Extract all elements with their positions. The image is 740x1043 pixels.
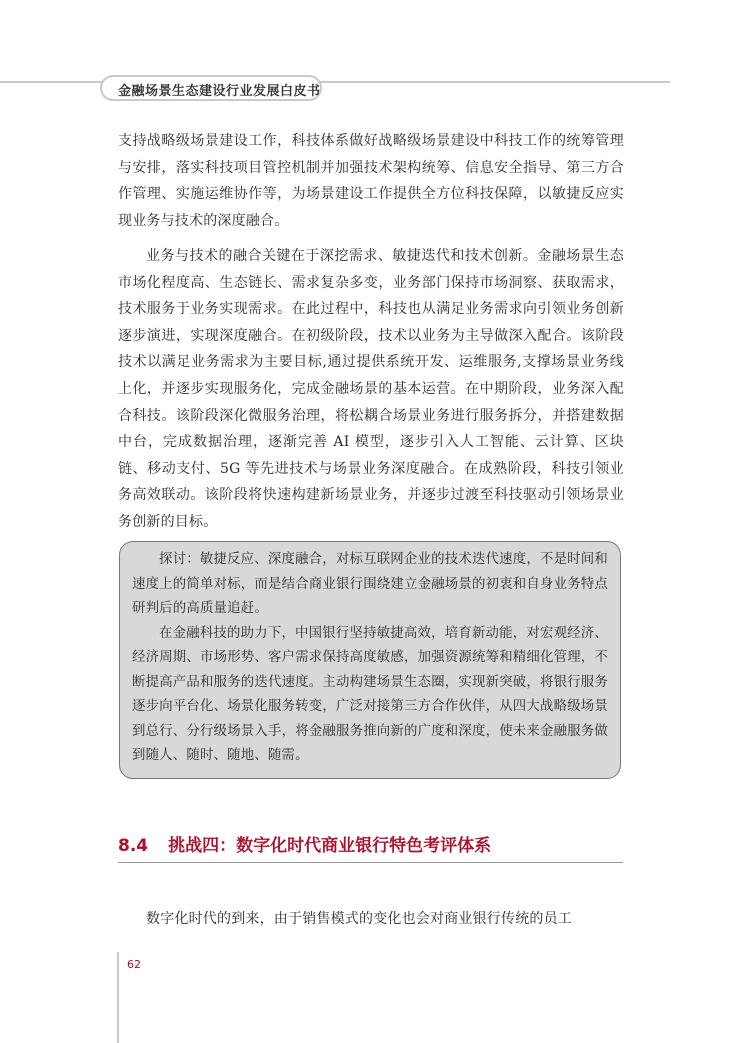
body-paragraph-2: 业务与技术的融合关键在于深挖需求、敏捷迭代和技术创新。金融场景生态市场化程度高、生态链长、需求复杂多变，业务部门保持市场洞察、获取需求，技术服务于业务实现需求。在此过程中，科技也从满足业务需求向引领业务创新逐步演进，实现深度融合。在初级阶段，技术以业务为主导做深入配合。该阶段技术以满足业务需求为主要目标,通过提供系统开发、运维服务,支撑场景业务线上化，并逐步实现服务化，完成金融场景的基本运营。在中期阶段，业务深入配合科技。该阶段深化微服务治理，将松耦合场景业务进行服务拆分，并搭建数据中台，完成数据治理，逐渐完善 AI 模型，逐步引入人工智能、云计算、区块链、移动支付、5G 等先进技术与场景业务深度融合。在成熟阶段，科技引领业务高效联动。该阶段将快速构建新场景业务，并逐步过渡至科技驱动引领场景业务创新的目标。 [118,248,624,530]
footer-bar [117,952,119,1043]
running-header-title: 金融场景生态建设行业发展白皮书 [118,84,321,99]
section-rule [118,862,623,863]
section-intro-paragraph: 数字化时代的到来，由于销售模式的变化也会对商业银行传统的员工 [146,911,572,927]
section-title: 挑战四：数字化时代商业银行特色考评体系 [168,836,492,856]
callout-paragraph-1: 探讨：敏捷反应、深度融合，对标互联网企业的技术迭代速度，不是时间和速度上的简单对标，而是结合商业银行围绕建立金融场景的初衷和自身业务特点研判后的高质量追赶。 [132,552,608,616]
page-number: 62 [127,958,141,971]
body-paragraph-1: 支持战略级场景建设工作，科技体系做好战略级场景建设中科技工作的统筹管理与安排，落实科技项目管控机制并加强技术架构统筹、信息安全指导、第三方合作管理、实施运维协作等，为场景建设工作提供全方位科技保障，以敏捷反应实现业务与技术的深度融合。 [118,133,624,229]
callout-paragraph-2: 在金融科技的助力下，中国银行坚持敏捷高效，培育新动能，对宏观经济、经济周期、市场形势、客户需求保持高度敏感，加强资源统筹和精细化管理，不断提高产品和服务的迭代速度。主动构建场景生态圈，实现新突破，将银行服务逐步向平台化、场景化服务转变，广泛对接第三方合作伙伴，从四大战略级场景到总行、分行级场景入手，将金融服务推向新的广度和深度，使未来金融服务做到随人、随时、随地、随需。 [132,625,608,763]
section-number: 8.4 [118,836,149,856]
discussion-callout-box [119,541,621,779]
section-heading [118,831,491,856]
